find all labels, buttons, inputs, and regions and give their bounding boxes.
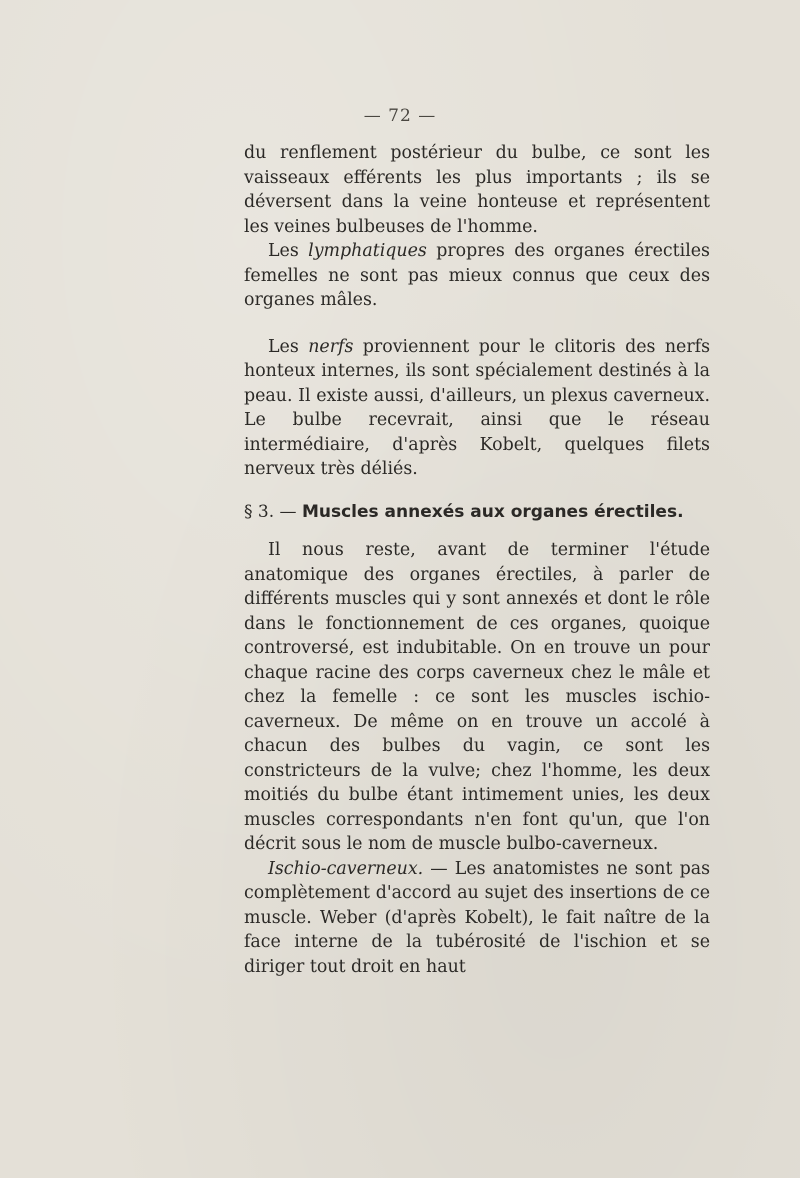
section-number: § 3. — bbox=[244, 501, 302, 522]
paragraph-rest: — Les anatomistes ne sont pas complètement d'accord au sujet des insertions de ce muscle. Weber (d'après Kobelt), le fait naître de la face interne de la tubérosité de l'ischion et se diriger tout droit en haut bbox=[244, 858, 710, 977]
paragraph-rest: propres des organes érectiles femelles ne sont pas mieux connus que ceux des organes mâles. bbox=[244, 241, 710, 310]
italic-term-ischio-caverneux: Ischio-caverneux. bbox=[268, 858, 424, 879]
italic-term-lymphatiques: lymphatiques bbox=[308, 241, 427, 261]
paragraph-lead: Les bbox=[268, 336, 309, 357]
paragraph-ischio-cavernosus bbox=[244, 857, 710, 980]
section-heading bbox=[244, 500, 710, 525]
paragraph-lymphatics bbox=[244, 239, 710, 313]
body-text bbox=[244, 141, 710, 979]
paragraph-muscles-intro: Il nous reste, avant de terminer l'étude anatomique des organes érectiles, à parler de différents muscles qui y sont annexés et dont le rôle dans le fonctionnement de ces organes, quoique controversé, est indubitable. On en trouve un pour chaque racine des corps caverneux chez le mâle et chez la femelle : ce sont les muscles ischio-caverneux. De même on en trouve un accolé à chacun des bulbes du vagin, ce sont les constricteurs de la vulve; chez l'homme, les deux moitiés du bulbe étant intimement unies, les deux muscles correspondants n'en font qu'un, que l'on décrit sous le nom de muscle bulbo-caverneux. bbox=[244, 540, 710, 854]
italic-term-nerfs: nerfs bbox=[308, 336, 354, 357]
section-title: Muscles annexés aux organes érectiles. bbox=[301, 501, 684, 522]
paragraph-lead: Les bbox=[268, 241, 309, 261]
paragraph-nerves bbox=[244, 335, 710, 482]
page-number: — 72 — bbox=[363, 106, 437, 126]
paragraph-rest: proviennent pour le clitoris des nerfs honteux internes, ils sont spécialement destinés à la peau. Il existe aussi, d'ailleurs, un plexus caverneux. Le bulbe recevrait, ainsi que le réseau intermédiaire, d'après Kobelt, quelques filets nerveux très déliés. bbox=[244, 336, 711, 479]
paragraph-veins-continuation: du renflement postérieur du bulbe, ce sont les vaisseaux efférents les plus importants ; ils se déversent dans la veine honteuse et représentent les veines bulbeuses de l'homme. bbox=[244, 143, 710, 237]
